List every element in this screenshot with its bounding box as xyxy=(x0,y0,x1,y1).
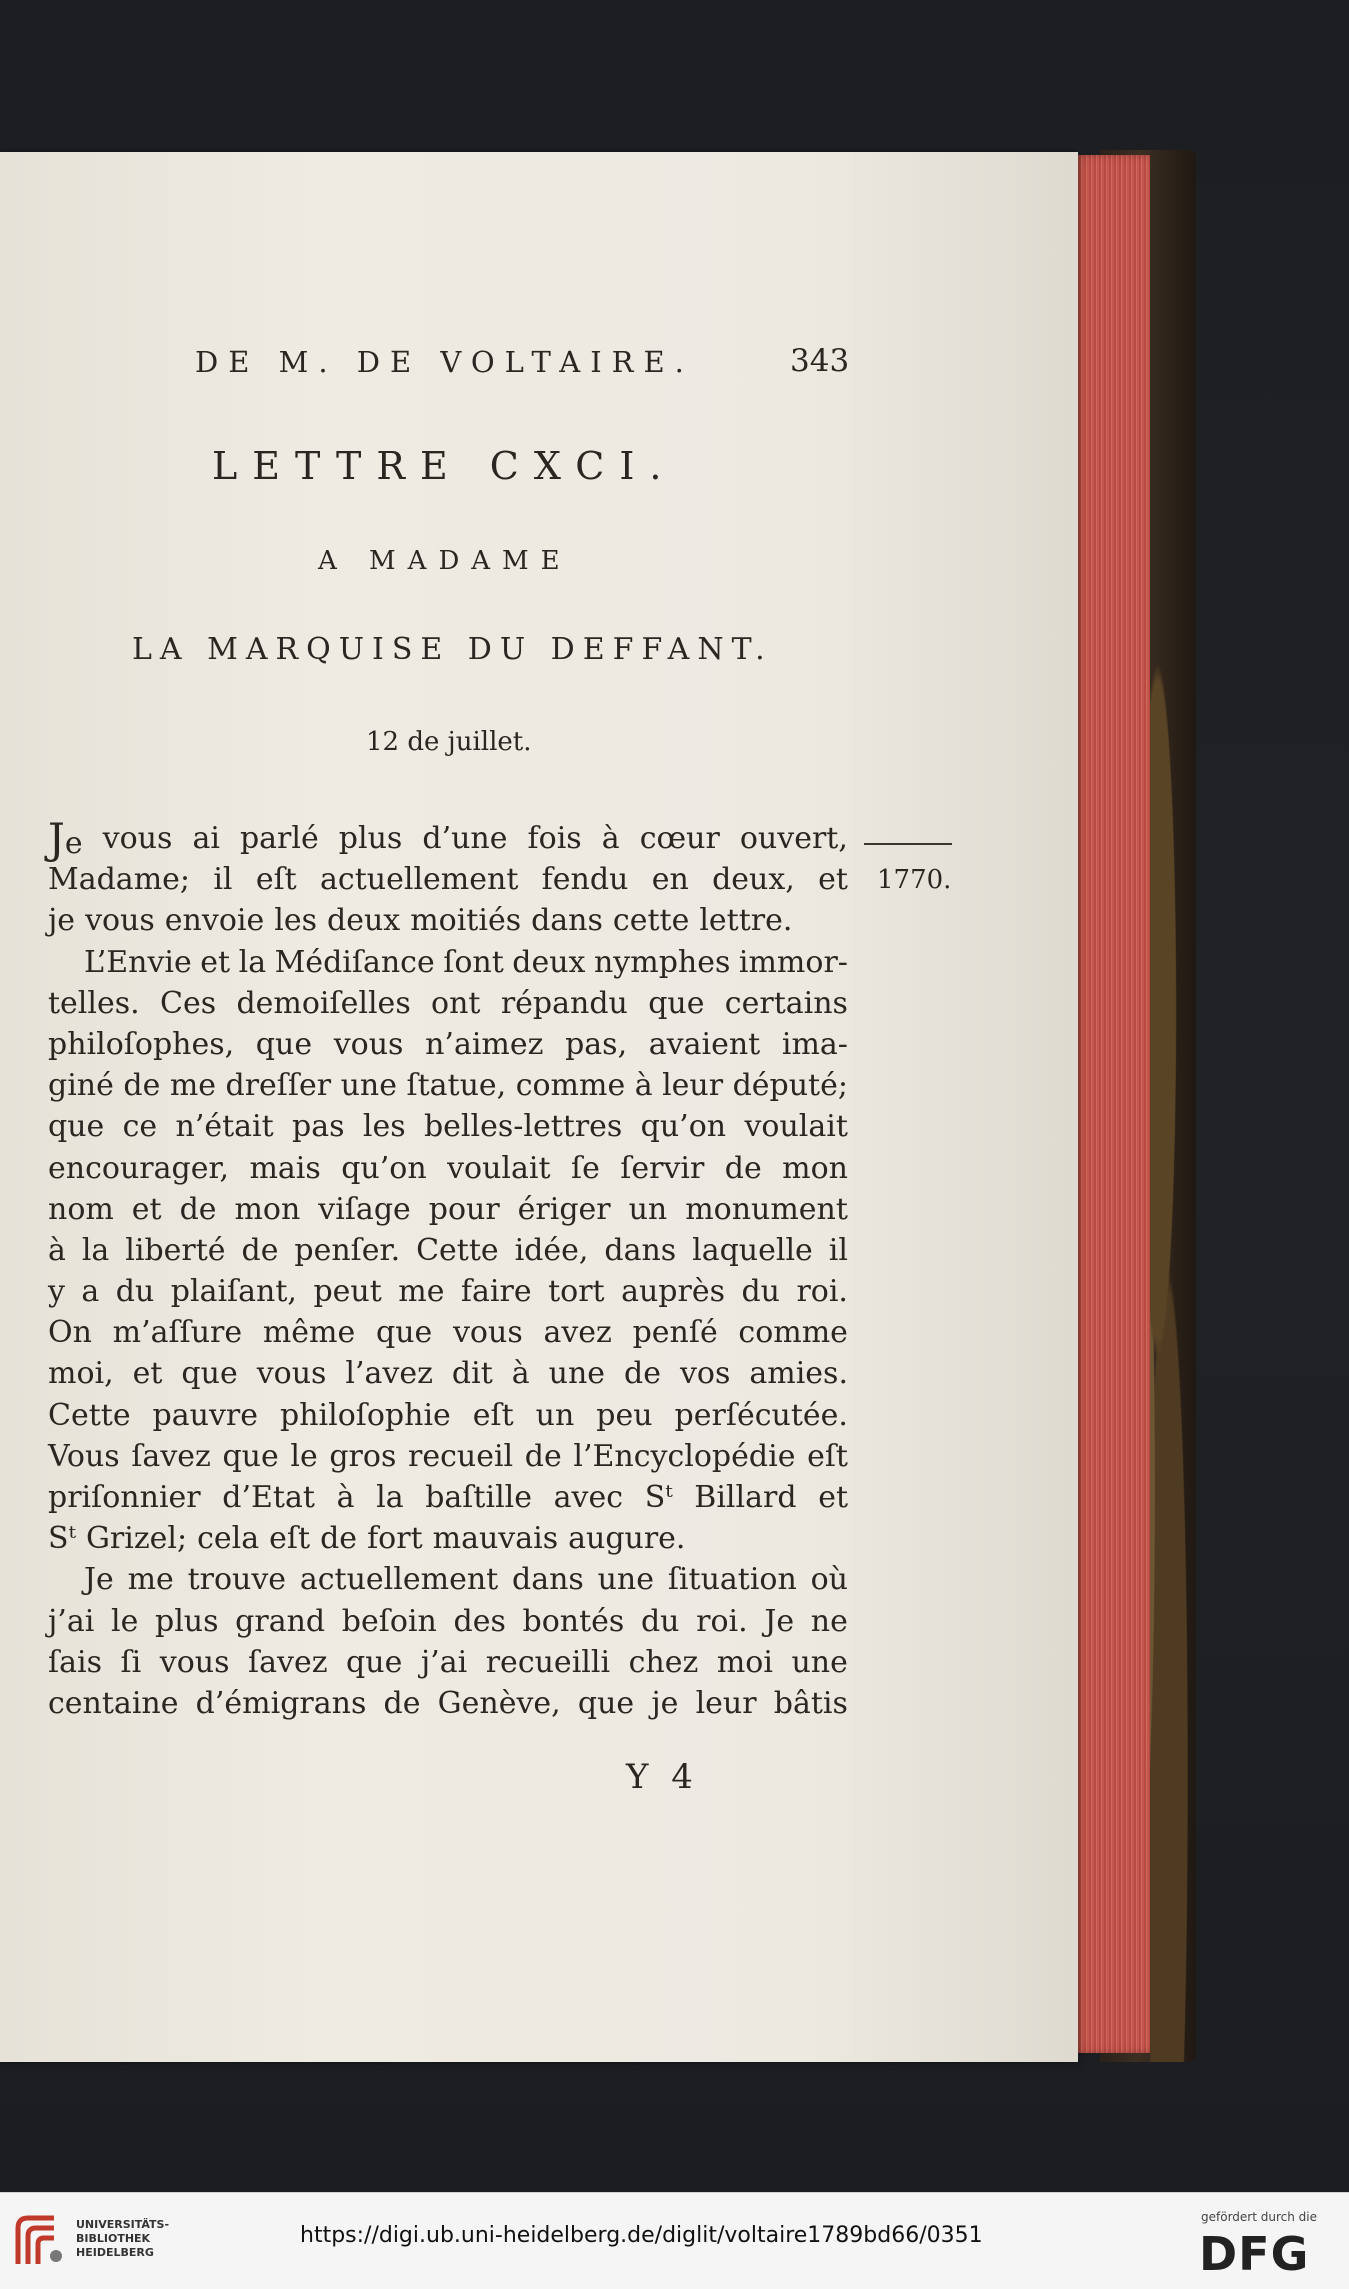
body-word: ſais xyxy=(48,1644,102,1680)
body-word: en xyxy=(651,862,689,898)
body-word: d’émigrans xyxy=(195,1685,367,1721)
body-word: immor- xyxy=(738,944,848,980)
body-word: d’Etat xyxy=(222,1480,315,1515)
body-word: que xyxy=(346,1644,403,1680)
body-word: une xyxy=(791,1644,848,1680)
body-word: vous xyxy=(256,1356,327,1392)
body-word: roi. xyxy=(696,1603,748,1639)
body-word: dans xyxy=(531,903,603,939)
body-word: telles. xyxy=(48,985,140,1021)
body-line xyxy=(48,1642,848,1683)
body-word: et xyxy=(200,944,231,980)
body-word: je xyxy=(651,1685,679,1721)
body-word: envoie xyxy=(164,903,265,939)
body-word: philoſophie xyxy=(279,1397,451,1433)
addressee-line-1: A MADAME xyxy=(318,546,572,576)
body-word: moitiés xyxy=(410,903,522,939)
body-word: ouvert, xyxy=(739,821,848,856)
body-line xyxy=(48,1353,848,1394)
body-word: que xyxy=(222,1438,279,1474)
body-word: nymphes xyxy=(593,944,731,980)
body-word: peu xyxy=(596,1397,653,1433)
body-line xyxy=(48,1436,848,1477)
body-word: Vous xyxy=(48,1438,120,1474)
body-word: Je xyxy=(84,1562,114,1598)
body-word: plus xyxy=(338,821,403,856)
margin-rule xyxy=(864,843,952,845)
body-word: qu’on xyxy=(341,1150,427,1186)
body-word: certains xyxy=(724,985,848,1021)
body-word: il xyxy=(213,862,233,898)
body-word: m’aſſure xyxy=(112,1315,243,1351)
body-word: de xyxy=(123,1068,161,1104)
body-word: vos xyxy=(679,1356,731,1392)
body-word: y xyxy=(48,1274,65,1310)
body-line xyxy=(48,1683,848,1724)
dfg-logo: DFG xyxy=(1199,2227,1310,2281)
body-word: beſoin xyxy=(341,1603,437,1639)
body-word: et xyxy=(131,1191,162,1227)
body-word: ſavez xyxy=(248,1644,328,1680)
body-word: des xyxy=(453,1603,506,1639)
body-word: bontés xyxy=(522,1603,625,1639)
body-word: bâtis xyxy=(773,1685,848,1721)
body-word: une xyxy=(597,1562,655,1598)
body-word: à xyxy=(634,1068,653,1104)
body-word: priſonnier xyxy=(48,1480,201,1515)
body-word: me xyxy=(169,1068,217,1104)
body-word: voulait xyxy=(447,1150,551,1186)
running-head: DE M. DE VOLTAIRE. xyxy=(195,345,694,379)
body-word: Cette xyxy=(48,1397,131,1433)
body-word: n’aimez xyxy=(425,1026,544,1062)
body-word: nom xyxy=(48,1191,114,1227)
body-word: un xyxy=(535,1397,575,1433)
body-word: liberté xyxy=(125,1232,226,1268)
body-word: la xyxy=(238,944,267,980)
body-word: plaiſant, xyxy=(170,1274,297,1310)
body-word: L’Envie xyxy=(84,944,192,980)
body-word: monument xyxy=(685,1191,848,1227)
body-word: actuellement xyxy=(320,862,519,898)
body-word: même xyxy=(262,1315,356,1351)
body-word: eſt xyxy=(472,1397,514,1433)
body-word: me xyxy=(398,1274,445,1310)
body-word: Sᵗ xyxy=(644,1480,673,1515)
body-word: chez xyxy=(628,1644,699,1680)
body-word: eſt xyxy=(269,1521,311,1557)
body-word: perſécutée. xyxy=(674,1397,848,1433)
body-word: Genève, xyxy=(437,1685,561,1721)
body-word: fort xyxy=(367,1521,423,1557)
body-word: Ces xyxy=(160,985,217,1021)
letter-body xyxy=(48,814,848,1724)
body-line xyxy=(48,1395,848,1436)
body-word: leur xyxy=(695,1685,757,1721)
body-word: il xyxy=(828,1232,848,1268)
body-word: du xyxy=(741,1274,780,1310)
body-word: actuellement xyxy=(299,1562,499,1598)
body-word: les xyxy=(362,1109,406,1145)
body-word: Je xyxy=(48,814,83,863)
body-word: de xyxy=(383,1685,421,1721)
body-word: de xyxy=(179,1191,217,1227)
institution-line: BIBLIOTHEK xyxy=(76,2232,151,2245)
body-line xyxy=(48,1148,848,1189)
body-word: Médiſance xyxy=(274,944,435,980)
body-line xyxy=(48,1106,848,1147)
body-word: Billard xyxy=(694,1480,797,1515)
body-word: ne xyxy=(810,1603,848,1639)
body-word: laquelle xyxy=(692,1232,813,1268)
body-word: leur xyxy=(662,1068,724,1104)
body-word: giné xyxy=(48,1068,114,1104)
body-word: et xyxy=(132,1356,163,1392)
body-word: ima- xyxy=(781,1026,848,1062)
body-word: j’ai xyxy=(48,1603,95,1639)
body-word: vous xyxy=(452,1315,523,1351)
body-word: le xyxy=(290,1438,318,1474)
body-word: ſtatue, xyxy=(406,1068,507,1104)
body-word: à xyxy=(48,1232,66,1268)
body-word: du xyxy=(115,1274,155,1310)
letter-title: LETTRE CXCI. xyxy=(212,444,677,488)
body-word: et xyxy=(818,862,848,898)
body-line xyxy=(48,1601,848,1642)
body-word: penſé xyxy=(632,1315,718,1351)
institution-line: HEIDELBERG xyxy=(76,2246,154,2259)
body-word: ſi xyxy=(120,1644,142,1680)
body-line xyxy=(48,1189,848,1230)
body-word: une xyxy=(340,1068,397,1104)
body-word: deux, xyxy=(712,862,795,898)
body-word: que xyxy=(375,1315,433,1351)
body-word: et xyxy=(818,1480,848,1515)
body-line xyxy=(48,1518,848,1559)
body-line xyxy=(48,1312,848,1353)
body-word: ſavez xyxy=(131,1438,211,1474)
body-word: que xyxy=(48,1109,105,1145)
body-word: auprès xyxy=(621,1274,725,1310)
body-word: dreſſer xyxy=(225,1068,332,1104)
body-line xyxy=(48,1559,848,1600)
body-word: l’avez xyxy=(345,1356,433,1392)
body-word: de xyxy=(724,1150,762,1186)
body-word: dit xyxy=(451,1356,493,1392)
body-word: ſont xyxy=(443,944,504,980)
body-word: pour xyxy=(428,1191,500,1227)
body-word: député; xyxy=(732,1068,848,1104)
body-word: vous xyxy=(102,821,173,856)
body-word: la xyxy=(81,1232,110,1268)
addressee-line-2: LA MARQUISE DU DEFFANT. xyxy=(132,632,773,667)
body-word: philoſophes, xyxy=(48,1026,235,1062)
body-word: Grizel; xyxy=(85,1521,188,1557)
body-word: plus xyxy=(155,1603,219,1639)
body-line xyxy=(48,1230,848,1271)
body-word: parlé xyxy=(239,821,319,856)
body-word: que xyxy=(181,1356,238,1392)
body-word: recueilli xyxy=(485,1644,611,1680)
body-word: j’ai xyxy=(420,1644,468,1680)
body-word: pauvre xyxy=(152,1397,259,1433)
body-word: recueil xyxy=(407,1438,514,1474)
body-word: que xyxy=(648,985,705,1021)
body-word: une xyxy=(548,1356,606,1392)
body-word: tort xyxy=(548,1274,605,1310)
body-word: pas, xyxy=(565,1026,628,1062)
body-word: mon xyxy=(234,1191,301,1227)
body-word: dans xyxy=(604,1232,677,1268)
body-word: ſe xyxy=(570,1150,600,1186)
body-word: l’Encyclopédie xyxy=(573,1438,796,1474)
body-word: idée, xyxy=(514,1232,589,1268)
body-word: ſituation xyxy=(667,1562,797,1598)
body-word: du xyxy=(640,1603,680,1639)
body-word: d’une xyxy=(422,821,508,856)
body-word: voulait xyxy=(744,1109,848,1145)
body-word: penſer. xyxy=(294,1232,401,1268)
body-word: avaient xyxy=(648,1026,761,1062)
body-word: ériger xyxy=(517,1191,611,1227)
body-word: à xyxy=(601,821,620,856)
body-word: lettre. xyxy=(699,903,793,939)
body-line xyxy=(48,1024,848,1065)
margin-year: 1770. xyxy=(877,865,952,895)
body-word: fendu xyxy=(541,862,629,898)
body-word: de xyxy=(524,1438,562,1474)
body-word: vous xyxy=(85,903,155,939)
body-word: Sᵗ xyxy=(48,1521,76,1557)
body-word: mon xyxy=(782,1150,848,1186)
body-word: comme xyxy=(515,1068,626,1104)
body-line xyxy=(48,983,848,1024)
body-line xyxy=(48,859,848,900)
body-word: n’était xyxy=(175,1109,274,1145)
body-line xyxy=(48,900,848,941)
body-word: comme xyxy=(738,1315,848,1351)
body-word: où xyxy=(810,1562,848,1598)
body-word: pas xyxy=(292,1109,345,1145)
body-word: eſt xyxy=(255,862,297,898)
body-word: je xyxy=(48,903,76,939)
body-word: à xyxy=(511,1356,530,1392)
body-word: On xyxy=(48,1315,92,1351)
body-word: Cette xyxy=(416,1232,499,1268)
body-word: dans xyxy=(512,1562,584,1598)
body-word: que xyxy=(255,1026,313,1062)
body-word: cela xyxy=(197,1521,260,1557)
body-word: trouve xyxy=(187,1562,287,1598)
body-word: deux xyxy=(326,903,401,939)
body-line xyxy=(48,814,848,863)
body-line xyxy=(48,1477,848,1518)
body-word: avez xyxy=(543,1315,612,1351)
institution-line: UNIVERSITÄTS- xyxy=(76,2218,170,2231)
body-word: baſtille xyxy=(425,1480,533,1515)
body-word: peut xyxy=(313,1274,382,1310)
body-word: cœur xyxy=(639,821,720,856)
body-word: eſt xyxy=(807,1438,848,1474)
body-word: gros xyxy=(329,1438,397,1474)
body-word: le xyxy=(110,1603,139,1639)
body-word: de xyxy=(624,1356,661,1392)
letter-date: 12 de juillet. xyxy=(366,727,532,757)
body-word: à xyxy=(336,1480,355,1515)
body-word: centaine xyxy=(48,1685,179,1721)
body-line xyxy=(48,942,848,983)
body-word: belles-lettres xyxy=(423,1109,623,1145)
body-word: Je xyxy=(764,1603,795,1639)
body-word: cette xyxy=(612,903,690,939)
body-word: encourager, xyxy=(48,1150,230,1186)
body-word: Madame; xyxy=(48,862,191,898)
body-line xyxy=(48,1065,848,1106)
body-word: grand xyxy=(235,1603,326,1639)
body-word: roi. xyxy=(796,1274,848,1310)
body-word: la xyxy=(376,1480,404,1515)
page-edge xyxy=(1072,155,1150,2053)
body-word: augure. xyxy=(568,1521,686,1557)
body-word: de xyxy=(320,1521,358,1557)
signature-mark: Y 4 xyxy=(626,1757,699,1797)
body-word: me xyxy=(127,1562,174,1598)
body-word: un xyxy=(628,1191,668,1227)
body-word: viſage xyxy=(318,1191,411,1227)
institution-name xyxy=(76,2218,169,2260)
body-word: demoiſelles xyxy=(236,985,411,1021)
body-word: avec xyxy=(553,1480,624,1515)
university-logo-icon xyxy=(14,2214,66,2268)
body-word: qu’on xyxy=(640,1109,727,1145)
body-word: a xyxy=(81,1274,100,1310)
body-word: mauvais xyxy=(432,1521,559,1557)
body-word: de xyxy=(241,1232,279,1268)
body-word: vous xyxy=(333,1026,404,1062)
body-word: les xyxy=(274,903,317,939)
body-word: ai xyxy=(192,821,220,856)
body-word: moi, xyxy=(48,1356,114,1392)
body-word: faire xyxy=(460,1274,532,1310)
funded-by-label: gefördert durch die xyxy=(1201,2210,1317,2224)
page-number: 343 xyxy=(790,343,850,379)
body-word: que xyxy=(577,1685,635,1721)
body-word: moi xyxy=(716,1644,773,1680)
body-word: fois xyxy=(527,821,582,856)
body-word: mais xyxy=(249,1150,321,1186)
body-word: répandu xyxy=(500,985,628,1021)
permalink-url[interactable]: https://digi.ub.uni-heidelberg.de/diglit/voltaire1789bd66/0351 xyxy=(300,2223,983,2248)
body-word: amies. xyxy=(749,1356,848,1392)
body-line xyxy=(48,1271,848,1312)
body-word: ont xyxy=(431,985,481,1021)
body-word: ſervir xyxy=(620,1150,705,1186)
viewer-footer xyxy=(0,2192,1349,2289)
body-word: deux xyxy=(512,944,586,980)
body-word: ce xyxy=(122,1109,158,1145)
body-word: vous xyxy=(159,1644,230,1680)
